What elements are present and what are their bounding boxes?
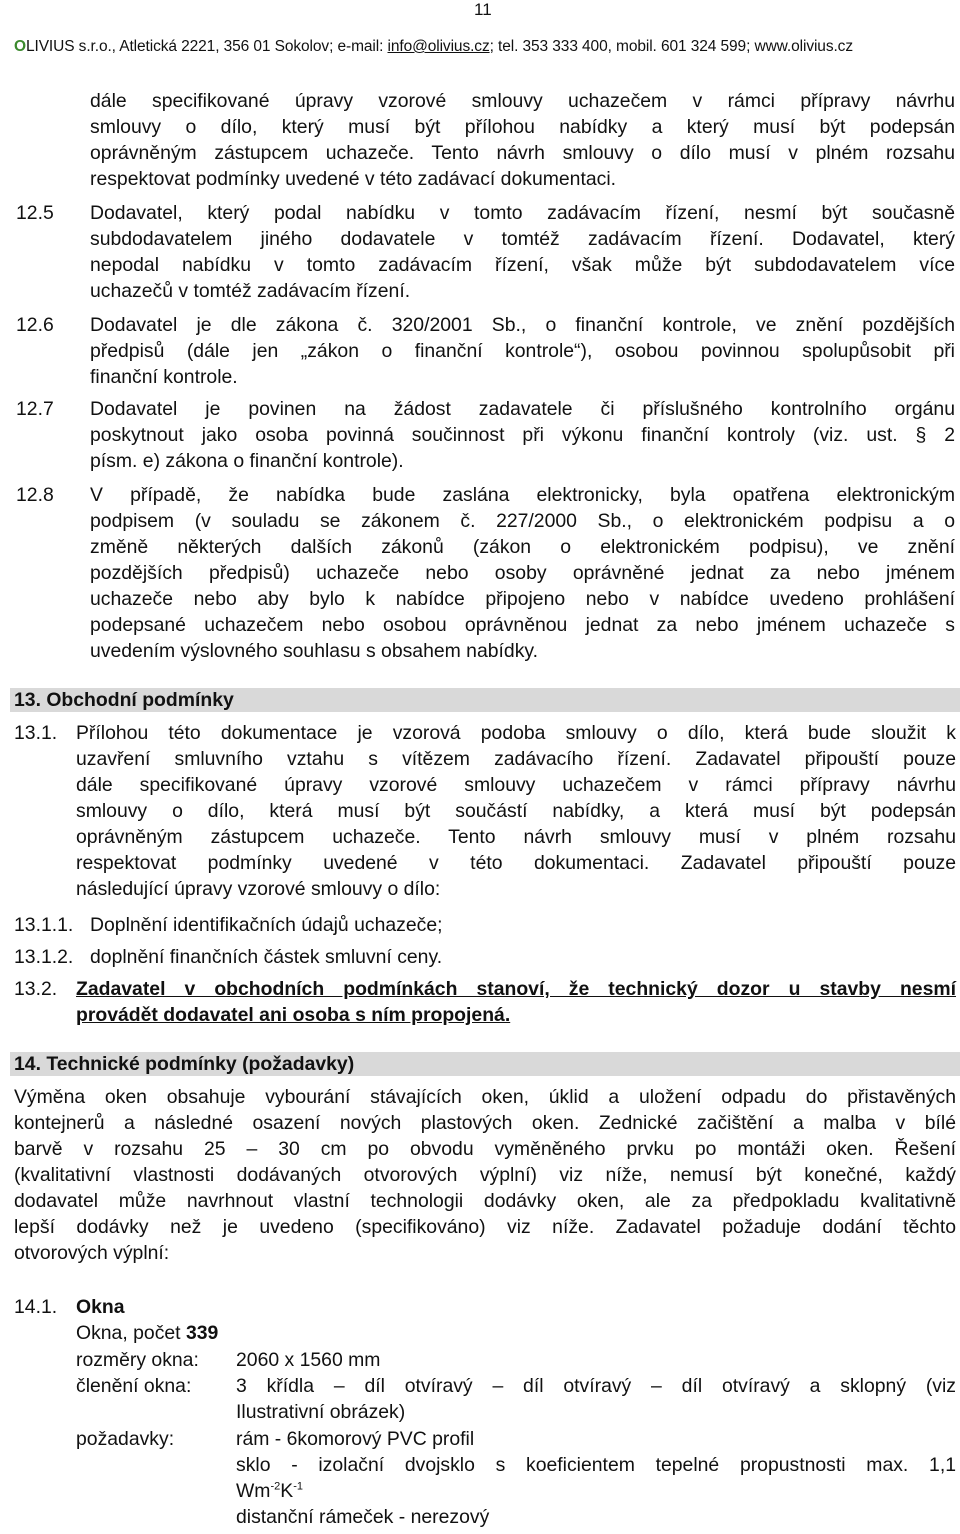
paragraph-line: (kvalitativní vlastnosti dodávaných otvorových výplní) viz níže, nemusí být konečné, každý — [14, 1164, 956, 1186]
paragraph-line: dodavatel může navrhnout vlastní technologii dodávky oken, ale za předpokladu kvalitativně — [14, 1190, 956, 1212]
page-header — [14, 37, 853, 57]
paragraph-line: následující úpravy vzorové smlouvy o dílo: — [76, 878, 441, 900]
section-number: 14.1. — [14, 1296, 58, 1318]
paragraph-line: Přílohou této dokumentace je vzorová podoba smlouvy o dílo, která bude sloužit k — [76, 722, 956, 744]
unit-k: K — [280, 1480, 294, 1502]
paragraph-line: předpisů (dále jen „zákon o finanční kontrole“), osobou povinnou spolupůsobit při — [90, 340, 955, 362]
list-item: Doplnění identifikačních údajů uchazeče; — [90, 914, 443, 936]
paragraph-line: kontejnerů a následné osazení nových plastových oken. Zednické začištění a malba v bílé — [14, 1112, 956, 1134]
paragraph-line: nepodal nabídku v tomto zadávacím řízení, však může být subdodavatelem více — [90, 254, 955, 276]
section-number: 13.1. — [14, 722, 58, 744]
spec-value: sklo - izolační dvojsklo s koeficientem tepelné propustnosti max. 1,1 — [236, 1454, 956, 1476]
section-number: 12.8 — [16, 484, 54, 506]
paragraph-line: písm. e) zákona o finanční kontrole). — [90, 450, 404, 472]
header-company: LIVIUS s.r.o., Atletická 2221, 356 01 Sokolov; e-mail: — [25, 38, 388, 55]
spec-label: rozměry okna: — [76, 1349, 199, 1371]
paragraph-line: pozdějších předpisů) uchazeče nebo osoby oprávněné jednat za nebo jménem — [90, 562, 955, 584]
section-heading: 14. Technické podmínky (požadavky) — [14, 1053, 355, 1075]
unit-w-exponent: -2 — [270, 1480, 281, 1493]
paragraph-line: uchazečů v tomtéž zadávacím řízení. — [90, 280, 411, 302]
paragraph-line: Dodavatel je povinen na žádost zadavatele či příslušného kontrolního orgánu — [90, 398, 955, 420]
section-number: 13.1.1. — [14, 914, 74, 936]
spec-value: 2060 x 1560 mm — [236, 1349, 381, 1371]
window-count — [76, 1320, 218, 1346]
section-number: 12.6 — [16, 314, 54, 336]
intro-line: smlouvy o dílo, který musí být přílohou nabídky a který musí být podepsán — [90, 116, 955, 138]
list-item: doplnění finančních částek smluvní ceny. — [90, 946, 443, 968]
paragraph-line: Výměna oken obsahuje vybourání stávajících oken, úklid a uložení odpadu do přistavěných — [14, 1086, 956, 1108]
paragraph-line: uchazeče nebo aby bylo k nabídce připojeno nebo v nabídce uvedeno prohlášení — [90, 588, 955, 610]
spec-label: členění okna: — [76, 1375, 192, 1397]
paragraph-line: respektovat podmínky uvedené v této dokumentaci. Zadavatel připouští pouze — [76, 852, 956, 874]
emphasis-line: provádět dodavatel ani osoba s ním propojená. — [76, 1004, 511, 1026]
unit-k-exponent: -1 — [293, 1480, 303, 1493]
section-heading: 13. Obchodní podmínky — [14, 689, 234, 711]
paragraph-line: dále specifikované úpravy vzorové smlouvy uchazečem v rámci přípravy návrhu — [76, 774, 956, 796]
paragraph-line: barvě v rozsahu 25 – 30 cm po obvodu vyměněného prvku po montáži oken. Řešení — [14, 1138, 956, 1160]
paragraph-line: otvorových výplní: — [14, 1242, 170, 1264]
section-number: 12.7 — [16, 398, 54, 420]
window-count-value: 339 — [185, 1322, 219, 1344]
spec-value: distanční rámeček - nerezový — [236, 1506, 490, 1528]
paragraph-line: uzavření smluvního vztahu s vítězem zadávacího řízení. Zadavatel připouští pouze — [76, 748, 956, 770]
paragraph-line: Dodavatel, který podal nabídku v tomto zadávacím řízení, nesmí být současně — [90, 202, 955, 224]
paragraph-line: oprávněným zástupcem uchazeče. Tento návrh smlouvy musí v plném rozsahu — [76, 826, 956, 848]
emphasis-line: Zadavatel v obchodních podmínkách stanoví, že technický dozor u stavby nesmí — [76, 978, 956, 1000]
paragraph-line: subdodavatelem jiného dodavatele v tomtéž zadávacím řízení. Dodavatel, který — [90, 228, 955, 250]
spec-value: rám - 6komorový PVC profil — [236, 1428, 475, 1450]
header-logo-letter: O — [14, 38, 26, 55]
paragraph-line: V případě, že nabídka bude zaslána elektronicky, byla opatřena elektronickým — [90, 484, 955, 506]
paragraph-line: podpisem (v souladu se zákonem č. 227/2000 Sb., o elektronickém podpisu a o — [90, 510, 955, 532]
paragraph-line: poskytnout jako osoba povinná součinnost při výkonu finanční kontroly (viz. ust. § 2 — [90, 424, 955, 446]
paragraph-line: změně některých dalších zákonů (zákon o elektronickém podpisu), ve znění — [90, 536, 955, 558]
subsection-title: Okna — [76, 1296, 125, 1318]
paragraph-line: finanční kontrole. — [90, 366, 238, 388]
header-contacts: ; tel. 353 333 400, mobil. 601 324 599; www.olivius.cz — [489, 38, 853, 55]
section-number: 13.2. — [14, 978, 58, 1000]
spec-value: Ilustrativní obrázek) — [236, 1401, 406, 1423]
section-number: 12.5 — [16, 202, 54, 224]
paragraph-line: smlouvy o dílo, která musí být součástí nabídky, a která musí být podepsán — [76, 800, 956, 822]
intro-line: dále specifikované úpravy vzorové smlouvy uchazečem v rámci přípravy návrhu — [90, 90, 955, 112]
intro-line: oprávněným zástupcem uchazeče. Tento návrh smlouvy o dílo musí v plném rozsahu — [90, 142, 955, 164]
unit-w: Wm — [236, 1480, 271, 1502]
paragraph-line: uvedením výslovného souhlasu s obsahem nabídky. — [90, 640, 539, 662]
section-number: 13.1.2. — [14, 946, 74, 968]
page-number: 11 — [474, 0, 492, 19]
paragraph-line: podepsané uchazečem nebo osobou oprávněnou jednat za nebo jménem uchazeče s — [90, 614, 955, 636]
paragraph-line: Dodavatel je dle zákona č. 320/2001 Sb., o finanční kontrole, ve znění pozdějších — [90, 314, 955, 336]
intro-line: respektovat podmínky uvedené v této zadávací dokumentaci. — [90, 168, 617, 190]
spec-value: 3 křídla – díl otvíravý – díl otvíravý – díl otvíravý a sklopný (viz — [236, 1375, 956, 1397]
window-count-label: Okna, počet — [76, 1322, 186, 1344]
unit-line — [236, 1478, 303, 1504]
paragraph-line: lepší dodávky než je uvedeno (specifikováno) viz níže. Zadavatel požaduje dodání těchto — [14, 1216, 956, 1238]
header-email-link[interactable]: info@olivius.cz — [387, 38, 490, 55]
spec-label: požadavky: — [76, 1428, 175, 1450]
